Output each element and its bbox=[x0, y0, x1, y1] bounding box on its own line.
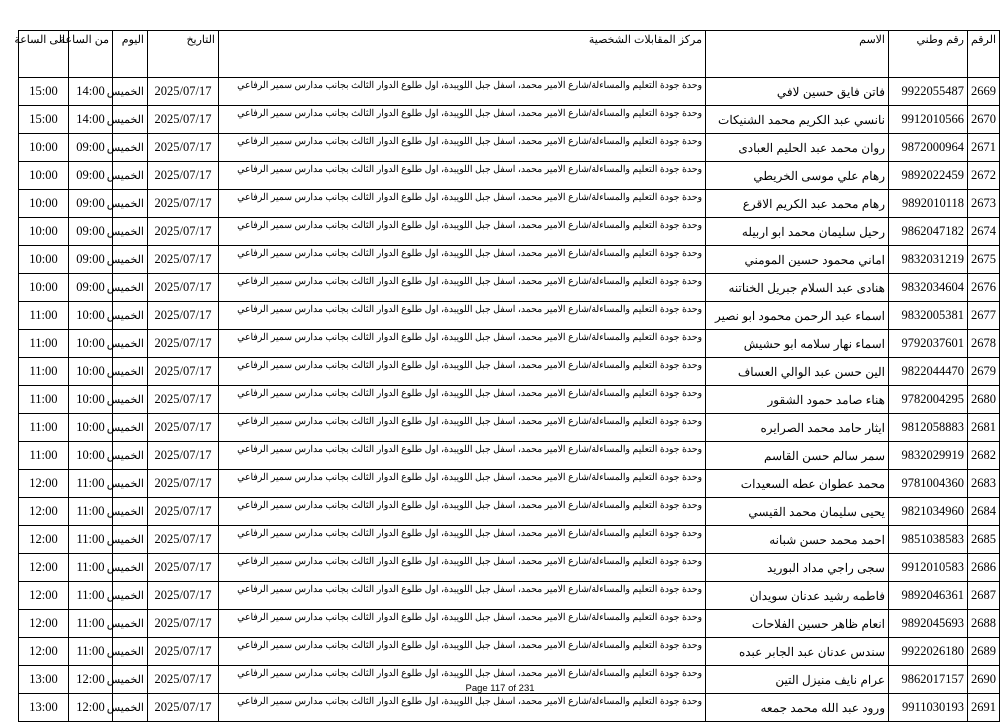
cell-name: يحيى سليمان محمد القيسي bbox=[706, 498, 889, 526]
cell-name: سمر سالم حسن القاسم bbox=[706, 442, 889, 470]
cell-national-id: 9912010583 bbox=[889, 554, 968, 582]
cell-national-id: 9812058883 bbox=[889, 414, 968, 442]
header-from-time: من الساعة bbox=[69, 31, 113, 78]
cell-num: 2676 bbox=[968, 274, 1000, 302]
cell-from-time: 10:00 bbox=[69, 302, 113, 330]
cell-from-time: 09:00 bbox=[69, 134, 113, 162]
cell-num: 2686 bbox=[968, 554, 1000, 582]
cell-name: اسماء نهار سلامه ابو حشيش bbox=[706, 330, 889, 358]
cell-national-id: 9832005381 bbox=[889, 302, 968, 330]
table-row bbox=[19, 638, 1000, 666]
cell-day: الخميس bbox=[113, 666, 148, 694]
cell-num: 2670 bbox=[968, 106, 1000, 134]
cell-from-time: 09:00 bbox=[69, 218, 113, 246]
cell-national-id: 9912010566 bbox=[889, 106, 968, 134]
cell-from-time: 11:00 bbox=[69, 638, 113, 666]
cell-to-time: 10:00 bbox=[19, 134, 69, 162]
cell-from-time: 10:00 bbox=[69, 386, 113, 414]
cell-from-time: 09:00 bbox=[69, 190, 113, 218]
cell-date: 2025/07/17 bbox=[148, 106, 219, 134]
cell-num: 2678 bbox=[968, 330, 1000, 358]
cell-date: 2025/07/17 bbox=[148, 526, 219, 554]
cell-date: 2025/07/17 bbox=[148, 358, 219, 386]
table-row bbox=[19, 582, 1000, 610]
table-row bbox=[19, 554, 1000, 582]
cell-interview-center: وحدة جودة التعليم والمساءلة/شارع الامير محمد، اسفل جبل اللويبدة، اول طلوع الدوار الثالث بجانب مدارس سمير الرفاعي bbox=[219, 442, 706, 470]
cell-name: ورود عبد الله محمد جمعه bbox=[706, 694, 889, 722]
cell-num: 2683 bbox=[968, 470, 1000, 498]
cell-to-time: 12:00 bbox=[19, 610, 69, 638]
cell-national-id: 9862017157 bbox=[889, 666, 968, 694]
cell-from-time: 10:00 bbox=[69, 358, 113, 386]
cell-name: رحيل سليمان محمد ابو اربيله bbox=[706, 218, 889, 246]
cell-national-id: 9922055487 bbox=[889, 78, 968, 106]
cell-num: 2677 bbox=[968, 302, 1000, 330]
cell-from-time: 14:00 bbox=[69, 106, 113, 134]
table-row bbox=[19, 302, 1000, 330]
cell-to-time: 12:00 bbox=[19, 554, 69, 582]
header-date: التاريخ bbox=[148, 31, 219, 78]
cell-day: الخميس bbox=[113, 498, 148, 526]
cell-from-time: 12:00 bbox=[69, 694, 113, 722]
cell-to-time: 12:00 bbox=[19, 498, 69, 526]
cell-date: 2025/07/17 bbox=[148, 666, 219, 694]
cell-national-id: 9822044470 bbox=[889, 358, 968, 386]
cell-interview-center: وحدة جودة التعليم والمساءلة/شارع الامير محمد، اسفل جبل اللويبدة، اول طلوع الدوار الثالث بجانب مدارس سمير الرفاعي bbox=[219, 274, 706, 302]
cell-interview-center: وحدة جودة التعليم والمساءلة/شارع الامير محمد، اسفل جبل اللويبدة، اول طلوع الدوار الثالث بجانب مدارس سمير الرفاعي bbox=[219, 498, 706, 526]
cell-from-time: 11:00 bbox=[69, 610, 113, 638]
cell-day: الخميس bbox=[113, 442, 148, 470]
cell-national-id: 9781004360 bbox=[889, 470, 968, 498]
cell-date: 2025/07/17 bbox=[148, 694, 219, 722]
header-to-time: الى الساعة bbox=[19, 31, 69, 78]
cell-day: الخميس bbox=[113, 246, 148, 274]
cell-day: الخميس bbox=[113, 274, 148, 302]
cell-day: الخميس bbox=[113, 554, 148, 582]
table-row bbox=[19, 386, 1000, 414]
cell-name: عرام نايف منيزل التين bbox=[706, 666, 889, 694]
cell-date: 2025/07/17 bbox=[148, 78, 219, 106]
cell-national-id: 9782004295 bbox=[889, 386, 968, 414]
cell-num: 2687 bbox=[968, 582, 1000, 610]
cell-national-id: 9832031219 bbox=[889, 246, 968, 274]
cell-name: محمد عطوان عطه السعيدات bbox=[706, 470, 889, 498]
cell-date: 2025/07/17 bbox=[148, 386, 219, 414]
cell-day: الخميس bbox=[113, 386, 148, 414]
cell-day: الخميس bbox=[113, 302, 148, 330]
cell-to-time: 15:00 bbox=[19, 106, 69, 134]
cell-num: 2669 bbox=[968, 78, 1000, 106]
cell-num: 2691 bbox=[968, 694, 1000, 722]
cell-name: هنادى عبد السلام جبريل الخناتنه bbox=[706, 274, 889, 302]
cell-day: الخميس bbox=[113, 470, 148, 498]
cell-national-id: 9792037601 bbox=[889, 330, 968, 358]
cell-national-id: 9851038583 bbox=[889, 526, 968, 554]
cell-to-time: 10:00 bbox=[19, 162, 69, 190]
cell-from-time: 14:00 bbox=[69, 78, 113, 106]
cell-national-id: 9892010118 bbox=[889, 190, 968, 218]
cell-from-time: 10:00 bbox=[69, 442, 113, 470]
cell-num: 2682 bbox=[968, 442, 1000, 470]
table-row bbox=[19, 218, 1000, 246]
cell-day: الخميس bbox=[113, 162, 148, 190]
cell-to-time: 11:00 bbox=[19, 386, 69, 414]
cell-name: اسماء عبد الرحمن محمود ابو نصير bbox=[706, 302, 889, 330]
cell-interview-center: وحدة جودة التعليم والمساءلة/شارع الامير محمد، اسفل جبل اللويبدة، اول طلوع الدوار الثالث بجانب مدارس سمير الرفاعي bbox=[219, 330, 706, 358]
cell-name: نانسي عبد الكريم محمد الشنيكات bbox=[706, 106, 889, 134]
cell-day: الخميس bbox=[113, 610, 148, 638]
cell-num: 2680 bbox=[968, 386, 1000, 414]
cell-interview-center: وحدة جودة التعليم والمساءلة/شارع الامير محمد، اسفل جبل اللويبدة، اول طلوع الدوار الثالث بجانب مدارس سمير الرفاعي bbox=[219, 162, 706, 190]
cell-num: 2673 bbox=[968, 190, 1000, 218]
cell-interview-center: وحدة جودة التعليم والمساءلة/شارع الامير محمد، اسفل جبل اللويبدة، اول طلوع الدوار الثالث بجانب مدارس سمير الرفاعي bbox=[219, 666, 706, 694]
cell-to-time: 11:00 bbox=[19, 302, 69, 330]
cell-date: 2025/07/17 bbox=[148, 134, 219, 162]
cell-from-time: 10:00 bbox=[69, 414, 113, 442]
cell-num: 2674 bbox=[968, 218, 1000, 246]
cell-to-time: 13:00 bbox=[19, 666, 69, 694]
table-row bbox=[19, 610, 1000, 638]
cell-to-time: 11:00 bbox=[19, 358, 69, 386]
table-row bbox=[19, 274, 1000, 302]
cell-to-time: 11:00 bbox=[19, 414, 69, 442]
cell-national-id: 9832034604 bbox=[889, 274, 968, 302]
cell-name: رهام محمد عبد الكريم الاقرع bbox=[706, 190, 889, 218]
cell-to-time: 12:00 bbox=[19, 526, 69, 554]
cell-interview-center: وحدة جودة التعليم والمساءلة/شارع الامير محمد، اسفل جبل اللويبدة، اول طلوع الدوار الثالث بجانب مدارس سمير الرفاعي bbox=[219, 386, 706, 414]
cell-from-time: 09:00 bbox=[69, 274, 113, 302]
table-row bbox=[19, 694, 1000, 722]
cell-num: 2690 bbox=[968, 666, 1000, 694]
table-row bbox=[19, 106, 1000, 134]
cell-num: 2671 bbox=[968, 134, 1000, 162]
cell-name: فاتن فايق حسين لافي bbox=[706, 78, 889, 106]
table-row bbox=[19, 526, 1000, 554]
cell-to-time: 15:00 bbox=[19, 78, 69, 106]
cell-from-time: 11:00 bbox=[69, 582, 113, 610]
cell-num: 2675 bbox=[968, 246, 1000, 274]
header-national-id: رقم وطني bbox=[889, 31, 968, 78]
cell-interview-center: وحدة جودة التعليم والمساءلة/شارع الامير محمد، اسفل جبل اللويبدة، اول طلوع الدوار الثالث بجانب مدارس سمير الرفاعي bbox=[219, 694, 706, 722]
cell-date: 2025/07/17 bbox=[148, 554, 219, 582]
cell-name: رهام علي موسى الخريطي bbox=[706, 162, 889, 190]
cell-national-id: 9872000964 bbox=[889, 134, 968, 162]
cell-day: الخميس bbox=[113, 78, 148, 106]
cell-name: ايثار حامد محمد الصرايره bbox=[706, 414, 889, 442]
schedule-sheet bbox=[14, 30, 996, 722]
cell-from-time: 11:00 bbox=[69, 498, 113, 526]
table-row bbox=[19, 190, 1000, 218]
cell-to-time: 10:00 bbox=[19, 190, 69, 218]
cell-interview-center: وحدة جودة التعليم والمساءلة/شارع الامير محمد، اسفل جبل اللويبدة، اول طلوع الدوار الثالث بجانب مدارس سمير الرفاعي bbox=[219, 78, 706, 106]
cell-name: هناء صامد حمود الشقور bbox=[706, 386, 889, 414]
cell-date: 2025/07/17 bbox=[148, 274, 219, 302]
cell-date: 2025/07/17 bbox=[148, 330, 219, 358]
cell-name: سندس عدنان عبد الجابر عبده bbox=[706, 638, 889, 666]
cell-interview-center: وحدة جودة التعليم والمساءلة/شارع الامير محمد، اسفل جبل اللويبدة، اول طلوع الدوار الثالث بجانب مدارس سمير الرفاعي bbox=[219, 582, 706, 610]
cell-date: 2025/07/17 bbox=[148, 414, 219, 442]
cell-day: الخميس bbox=[113, 582, 148, 610]
cell-interview-center: وحدة جودة التعليم والمساءلة/شارع الامير محمد، اسفل جبل اللويبدة، اول طلوع الدوار الثالث بجانب مدارس سمير الرفاعي bbox=[219, 470, 706, 498]
cell-day: الخميس bbox=[113, 190, 148, 218]
table-row bbox=[19, 470, 1000, 498]
interview-schedule-table bbox=[14, 30, 1000, 722]
table-body bbox=[19, 78, 1000, 722]
cell-date: 2025/07/17 bbox=[148, 190, 219, 218]
cell-to-time: 12:00 bbox=[19, 470, 69, 498]
header-interview-center: مركز المقابلات الشخصية bbox=[219, 31, 706, 78]
cell-national-id: 9892045693 bbox=[889, 610, 968, 638]
cell-from-time: 11:00 bbox=[69, 526, 113, 554]
cell-date: 2025/07/17 bbox=[148, 582, 219, 610]
cell-num: 2679 bbox=[968, 358, 1000, 386]
cell-interview-center: وحدة جودة التعليم والمساءلة/شارع الامير محمد، اسفل جبل اللويبدة، اول طلوع الدوار الثالث بجانب مدارس سمير الرفاعي bbox=[219, 106, 706, 134]
cell-interview-center: وحدة جودة التعليم والمساءلة/شارع الامير محمد، اسفل جبل اللويبدة، اول طلوع الدوار الثالث بجانب مدارس سمير الرفاعي bbox=[219, 358, 706, 386]
table-row bbox=[19, 414, 1000, 442]
cell-interview-center: وحدة جودة التعليم والمساءلة/شارع الامير محمد، اسفل جبل اللويبدة، اول طلوع الدوار الثالث بجانب مدارس سمير الرفاعي bbox=[219, 638, 706, 666]
cell-day: الخميس bbox=[113, 330, 148, 358]
cell-date: 2025/07/17 bbox=[148, 442, 219, 470]
cell-date: 2025/07/17 bbox=[148, 470, 219, 498]
cell-national-id: 9892046361 bbox=[889, 582, 968, 610]
cell-interview-center: وحدة جودة التعليم والمساءلة/شارع الامير محمد، اسفل جبل اللويبدة، اول طلوع الدوار الثالث بجانب مدارس سمير الرفاعي bbox=[219, 610, 706, 638]
header-num: الرقم bbox=[968, 31, 1000, 78]
cell-to-time: 10:00 bbox=[19, 218, 69, 246]
cell-interview-center: وحدة جودة التعليم والمساءلة/شارع الامير محمد، اسفل جبل اللويبدة، اول طلوع الدوار الثالث بجانب مدارس سمير الرفاعي bbox=[219, 190, 706, 218]
cell-name: روان محمد عبد الحليم العبادى bbox=[706, 134, 889, 162]
cell-date: 2025/07/17 bbox=[148, 302, 219, 330]
cell-interview-center: وحدة جودة التعليم والمساءلة/شارع الامير محمد، اسفل جبل اللويبدة، اول طلوع الدوار الثالث بجانب مدارس سمير الرفاعي bbox=[219, 554, 706, 582]
cell-num: 2685 bbox=[968, 526, 1000, 554]
cell-to-time: 11:00 bbox=[19, 330, 69, 358]
cell-interview-center: وحدة جودة التعليم والمساءلة/شارع الامير محمد، اسفل جبل اللويبدة، اول طلوع الدوار الثالث بجانب مدارس سمير الرفاعي bbox=[219, 246, 706, 274]
cell-from-time: 11:00 bbox=[69, 470, 113, 498]
cell-from-time: 09:00 bbox=[69, 246, 113, 274]
cell-national-id: 9862047182 bbox=[889, 218, 968, 246]
cell-interview-center: وحدة جودة التعليم والمساءلة/شارع الامير محمد، اسفل جبل اللويبدة، اول طلوع الدوار الثالث بجانب مدارس سمير الرفاعي bbox=[219, 526, 706, 554]
cell-date: 2025/07/17 bbox=[148, 162, 219, 190]
table-row bbox=[19, 330, 1000, 358]
cell-num: 2689 bbox=[968, 638, 1000, 666]
cell-num: 2672 bbox=[968, 162, 1000, 190]
cell-name: فاطمه رشيد عدنان سويدان bbox=[706, 582, 889, 610]
cell-day: الخميس bbox=[113, 134, 148, 162]
cell-num: 2681 bbox=[968, 414, 1000, 442]
cell-name: سجى راجي مداد البوريد bbox=[706, 554, 889, 582]
table-row bbox=[19, 162, 1000, 190]
cell-name: اماني محمود حسين المومني bbox=[706, 246, 889, 274]
cell-date: 2025/07/17 bbox=[148, 218, 219, 246]
table-row bbox=[19, 246, 1000, 274]
cell-to-time: 12:00 bbox=[19, 638, 69, 666]
cell-to-time: 10:00 bbox=[19, 246, 69, 274]
cell-day: الخميس bbox=[113, 106, 148, 134]
table-row bbox=[19, 442, 1000, 470]
table-row bbox=[19, 78, 1000, 106]
cell-national-id: 9922026180 bbox=[889, 638, 968, 666]
cell-interview-center: وحدة جودة التعليم والمساءلة/شارع الامير محمد، اسفل جبل اللويبدة، اول طلوع الدوار الثالث بجانب مدارس سمير الرفاعي bbox=[219, 134, 706, 162]
cell-from-time: 12:00 bbox=[69, 666, 113, 694]
table-row bbox=[19, 498, 1000, 526]
cell-interview-center: وحدة جودة التعليم والمساءلة/شارع الامير محمد، اسفل جبل اللويبدة، اول طلوع الدوار الثالث بجانب مدارس سمير الرفاعي bbox=[219, 302, 706, 330]
cell-date: 2025/07/17 bbox=[148, 246, 219, 274]
cell-date: 2025/07/17 bbox=[148, 610, 219, 638]
cell-national-id: 9821034960 bbox=[889, 498, 968, 526]
cell-num: 2688 bbox=[968, 610, 1000, 638]
header-name: الاسم bbox=[706, 31, 889, 78]
cell-national-id: 9832029919 bbox=[889, 442, 968, 470]
cell-day: الخميس bbox=[113, 414, 148, 442]
cell-to-time: 11:00 bbox=[19, 442, 69, 470]
table-row bbox=[19, 134, 1000, 162]
cell-name: الين حسن عبد الوالي العساف bbox=[706, 358, 889, 386]
page-number: Page 117 of 231 bbox=[465, 683, 535, 694]
cell-day: الخميس bbox=[113, 694, 148, 722]
header-day: اليوم bbox=[113, 31, 148, 78]
cell-from-time: 11:00 bbox=[69, 554, 113, 582]
cell-to-time: 12:00 bbox=[19, 582, 69, 610]
cell-name: انعام ظاهر حسين الفلاحات bbox=[706, 610, 889, 638]
cell-national-id: 9911030193 bbox=[889, 694, 968, 722]
cell-from-time: 10:00 bbox=[69, 330, 113, 358]
table-row bbox=[19, 358, 1000, 386]
cell-national-id: 9892022459 bbox=[889, 162, 968, 190]
cell-to-time: 10:00 bbox=[19, 274, 69, 302]
cell-day: الخميس bbox=[113, 218, 148, 246]
cell-num: 2684 bbox=[968, 498, 1000, 526]
cell-interview-center: وحدة جودة التعليم والمساءلة/شارع الامير محمد، اسفل جبل اللويبدة، اول طلوع الدوار الثالث بجانب مدارس سمير الرفاعي bbox=[219, 414, 706, 442]
cell-to-time: 13:00 bbox=[19, 694, 69, 722]
cell-from-time: 09:00 bbox=[69, 162, 113, 190]
table-header-row bbox=[19, 31, 1000, 78]
cell-interview-center: وحدة جودة التعليم والمساءلة/شارع الامير محمد، اسفل جبل اللويبدة، اول طلوع الدوار الثالث بجانب مدارس سمير الرفاعي bbox=[219, 218, 706, 246]
cell-date: 2025/07/17 bbox=[148, 498, 219, 526]
cell-day: الخميس bbox=[113, 638, 148, 666]
cell-day: الخميس bbox=[113, 358, 148, 386]
cell-day: الخميس bbox=[113, 526, 148, 554]
cell-date: 2025/07/17 bbox=[148, 638, 219, 666]
cell-name: احمد محمد حسن شبانه bbox=[706, 526, 889, 554]
